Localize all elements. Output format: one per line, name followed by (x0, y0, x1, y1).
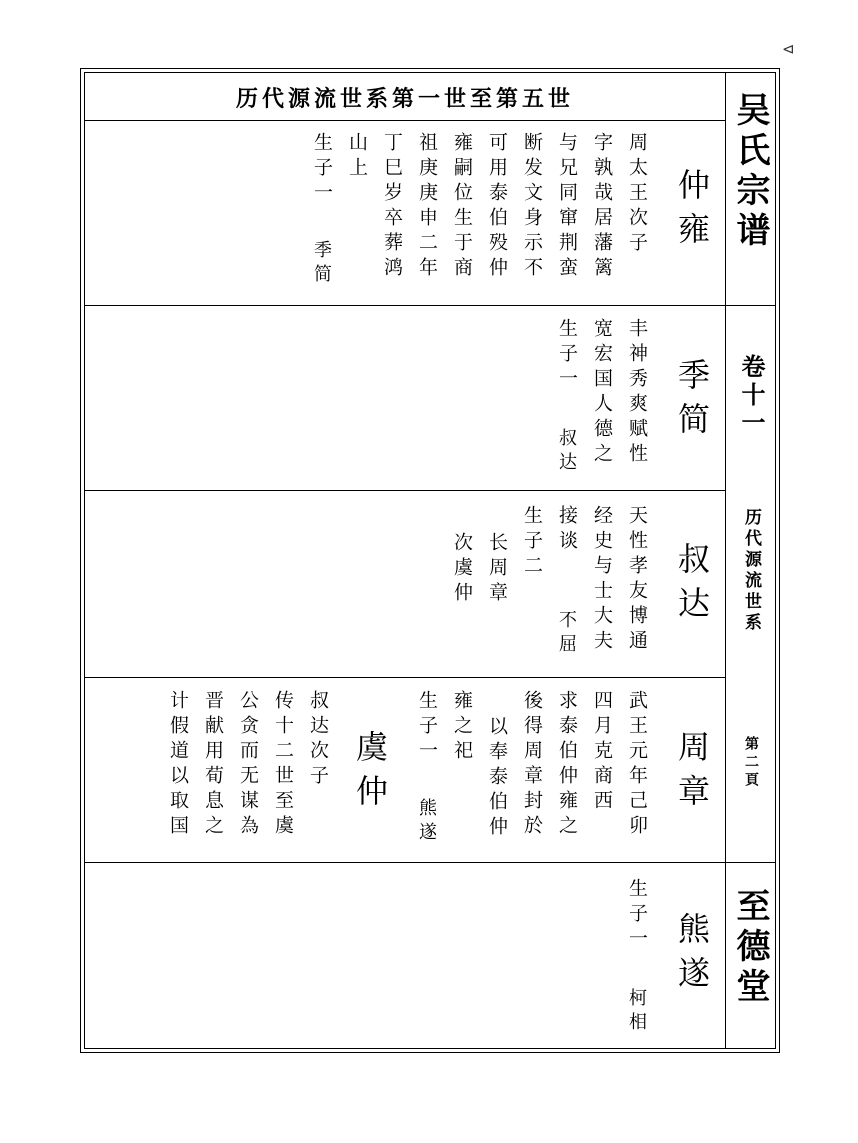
bio-line: 周太王次子 (626, 132, 648, 257)
son-name: 柯相 (626, 988, 647, 1036)
row-divider (84, 490, 725, 491)
bio-line: 祖庚庚申二年 (416, 132, 438, 282)
bio-line: 雍嗣位生于商 (451, 132, 473, 282)
volume-label: 卷十一 (737, 354, 766, 438)
bio-line: 计假道以取国 (167, 690, 189, 840)
person-name: 叔达 (673, 542, 711, 630)
bio-line: 可用泰伯殁仲 (486, 132, 508, 282)
bio-line: 生子一 (416, 690, 438, 765)
bio-line: 断发文身示不 (521, 132, 543, 282)
row-divider (84, 305, 725, 306)
bio-line: 丰神秀爽赋性 (626, 318, 648, 468)
person-name: 仲雍 (673, 168, 711, 256)
person-name: 季简 (673, 358, 711, 446)
bio-line: 宽宏国人德之 (591, 318, 613, 468)
bio-line: 接谈 (556, 505, 578, 555)
bookmark-arrow-icon: ⊲ (782, 40, 795, 58)
bio-line: 丁巳岁卒葬鸿 (381, 132, 403, 282)
sidebar-divider (725, 72, 726, 1049)
bio-line: 後得周章封於 (521, 690, 543, 840)
bio-line: 生子一 (311, 132, 333, 207)
row-divider (84, 677, 725, 678)
extra-note: 不屈 (556, 610, 577, 658)
page-number: 第二頁 (743, 736, 759, 790)
bio-line: 传十二世至虞 (272, 690, 294, 840)
bio-line: 山上 (346, 132, 368, 182)
bio-line: 雍之祀 (451, 690, 473, 765)
bio-line: 晋献用荀息之 (202, 690, 224, 840)
bio-line: 叔达次子 (307, 690, 329, 790)
title-divider (84, 120, 725, 121)
row-divider (84, 862, 725, 863)
sidebar-divider-h (725, 862, 776, 863)
son-name: 叔达 (556, 428, 577, 476)
bio-line: 字孰哉居藩篱 (591, 132, 613, 282)
bio-line: 生子一 (556, 318, 578, 393)
bio-line: 生子一 (626, 878, 648, 953)
bio-line: 长周章 (486, 532, 508, 607)
son-name: 熊遂 (416, 798, 437, 846)
bio-line: 公贪而无谋為 (237, 690, 259, 840)
bio-line: 天性孝友博通 (626, 505, 648, 655)
bio-line: 以奉泰伯仲 (486, 716, 508, 841)
bio-line: 生子二 (521, 505, 543, 580)
book-title: 吴氏宗谱 (730, 92, 770, 252)
person-name: 周章 (673, 730, 711, 818)
page-title: 历代源流世系第一世至第五世 (235, 85, 574, 112)
bio-line: 求泰伯仲雍之 (556, 690, 578, 840)
person-name: 熊遂 (673, 912, 711, 1000)
sidebar-divider-h (725, 305, 776, 306)
hall-name: 至德堂 (730, 888, 770, 1008)
section-label: 历代源流世系 (741, 508, 761, 634)
bio-line: 与兄同窜荆蛮 (556, 132, 578, 282)
son-name: 季简 (311, 240, 332, 288)
bio-line: 经史与士大夫 (591, 505, 613, 655)
bio-line: 次虞仲 (451, 532, 473, 607)
person-name: 虞仲 (351, 730, 389, 818)
bio-line: 武王元年己卯 (626, 690, 648, 840)
bio-line: 四月克商西 (591, 690, 613, 815)
